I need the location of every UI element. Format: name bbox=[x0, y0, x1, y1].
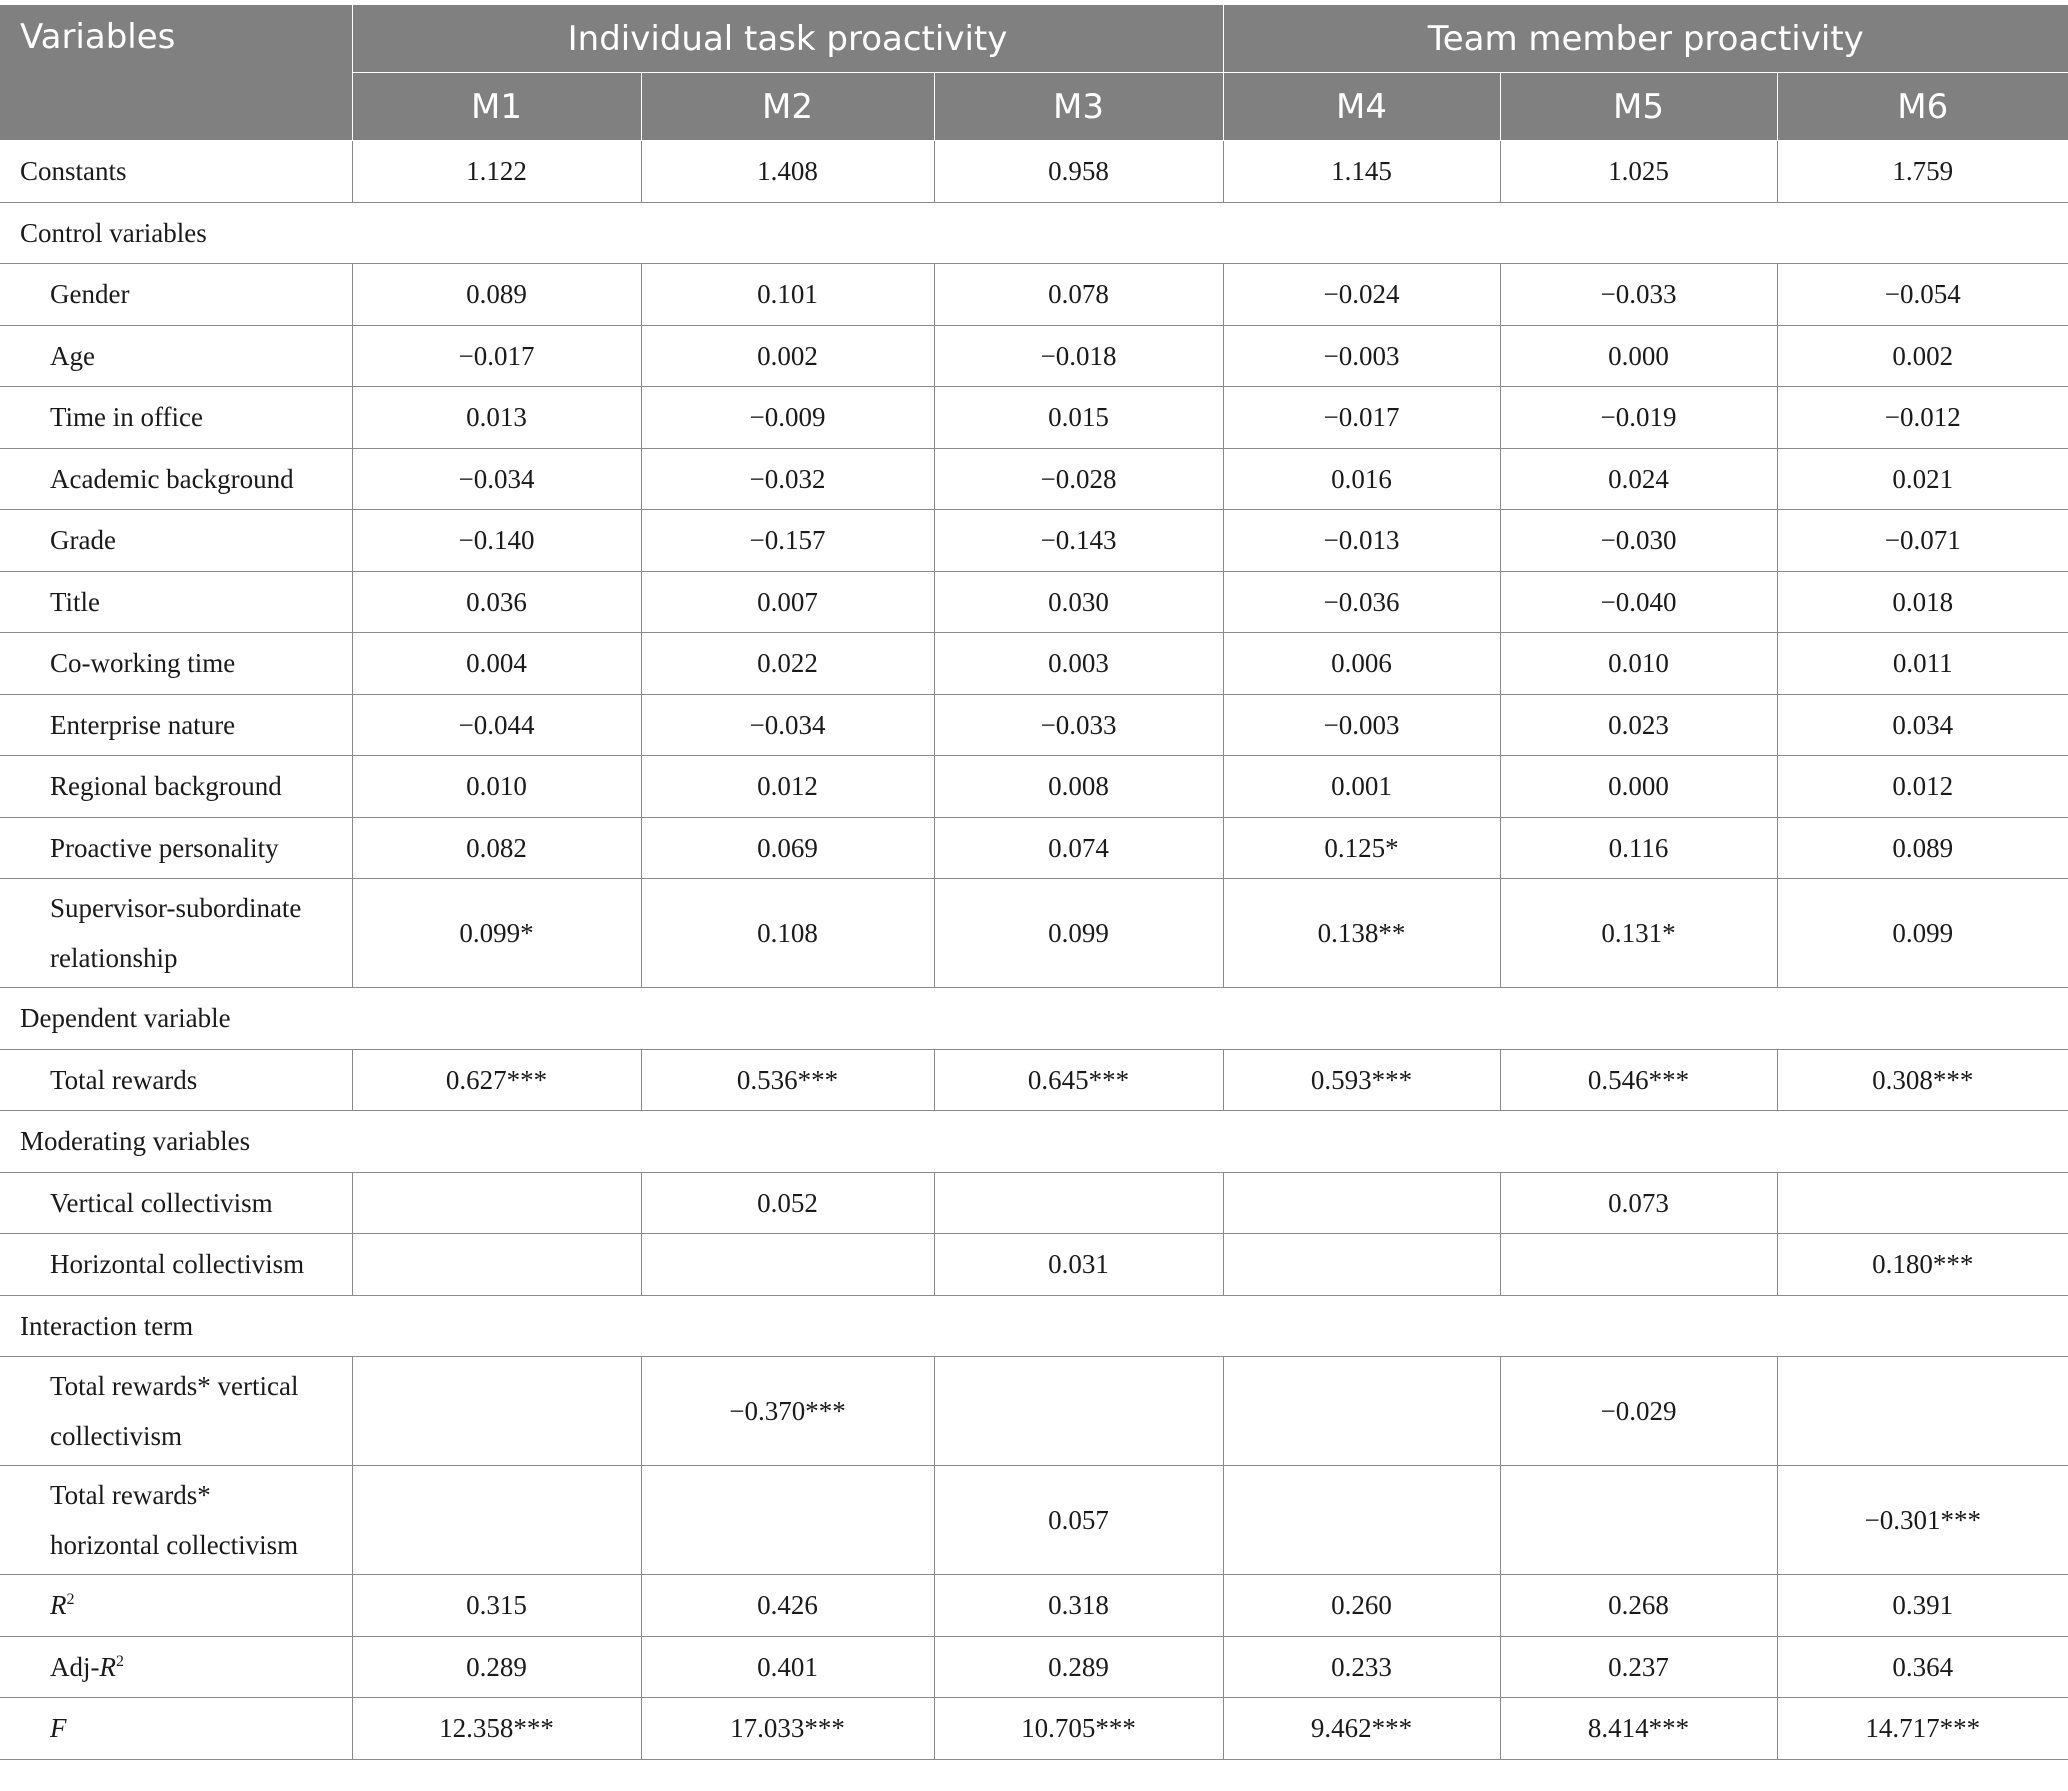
cell-m1: 0.010 bbox=[352, 756, 641, 818]
section-control-variables bbox=[0, 202, 2068, 264]
row-label bbox=[0, 1698, 352, 1760]
cell-m6: 0.099 bbox=[1777, 879, 2068, 988]
row-label-line2: relationship bbox=[50, 943, 178, 973]
cell-m2: 0.052 bbox=[641, 1172, 934, 1234]
cell-m3: 0.003 bbox=[934, 633, 1223, 695]
cell-m5: −0.030 bbox=[1500, 510, 1777, 572]
cell-m3: 0.645*** bbox=[934, 1049, 1223, 1111]
cell-m6: 14.717*** bbox=[1777, 1698, 2068, 1760]
cell-m4 bbox=[1223, 1466, 1500, 1575]
cell-m5: 0.116 bbox=[1500, 817, 1777, 879]
row-label bbox=[0, 1636, 352, 1698]
cell-m6: 0.364 bbox=[1777, 1636, 2068, 1698]
row-horizontal-collectivism bbox=[0, 1234, 2068, 1296]
row-regional-background bbox=[0, 756, 2068, 818]
cell-m5: −0.029 bbox=[1500, 1357, 1777, 1466]
cell-m3: −0.018 bbox=[934, 325, 1223, 387]
cell-m5: 1.025 bbox=[1500, 141, 1777, 203]
row-label: Gender bbox=[0, 264, 352, 326]
cell-m1: 0.089 bbox=[352, 264, 641, 326]
cell-m6 bbox=[1777, 1172, 2068, 1234]
row-label: Grade bbox=[0, 510, 352, 572]
table-body bbox=[0, 141, 2068, 1760]
cell-m4: 0.016 bbox=[1223, 448, 1500, 510]
row-enterprise-nature bbox=[0, 694, 2068, 756]
row-supervisor-subordinate-relationship bbox=[0, 879, 2068, 988]
cell-m2: 0.101 bbox=[641, 264, 934, 326]
cell-m2: 0.069 bbox=[641, 817, 934, 879]
cell-m5: 8.414*** bbox=[1500, 1698, 1777, 1760]
row-title bbox=[0, 571, 2068, 633]
cell-m2: −0.009 bbox=[641, 387, 934, 449]
section-label: Control variables bbox=[0, 202, 2068, 264]
row-constants bbox=[0, 141, 2068, 203]
row-total-rewards bbox=[0, 1049, 2068, 1111]
cell-m6: 0.180*** bbox=[1777, 1234, 2068, 1296]
cell-m6: 1.759 bbox=[1777, 141, 2068, 203]
cell-m1 bbox=[352, 1172, 641, 1234]
cell-m3: 0.057 bbox=[934, 1466, 1223, 1575]
cell-m1: 0.013 bbox=[352, 387, 641, 449]
cell-m2: 0.108 bbox=[641, 879, 934, 988]
cell-m4 bbox=[1223, 1357, 1500, 1466]
cell-m4: −0.003 bbox=[1223, 325, 1500, 387]
row-label-line1: Supervisor-subordinate bbox=[50, 893, 302, 923]
row-label: Regional background bbox=[0, 756, 352, 818]
row-label-line1: Total rewards* vertical bbox=[50, 1371, 299, 1401]
cell-m5: 0.010 bbox=[1500, 633, 1777, 695]
row-label: Title bbox=[0, 571, 352, 633]
cell-m2: 0.002 bbox=[641, 325, 934, 387]
header-row-groups bbox=[0, 5, 2068, 73]
adj-prefix: Adj- bbox=[50, 1651, 100, 1682]
cell-m6: −0.012 bbox=[1777, 387, 2068, 449]
row-label: Enterprise nature bbox=[0, 694, 352, 756]
row-label bbox=[0, 1575, 352, 1637]
row-label bbox=[0, 879, 352, 988]
row-label: Total rewards bbox=[0, 1049, 352, 1111]
cell-m1 bbox=[352, 1357, 641, 1466]
f-symbol: F bbox=[50, 1713, 67, 1744]
row-gender bbox=[0, 264, 2068, 326]
row-co-working-time bbox=[0, 633, 2068, 695]
cell-m1: 0.004 bbox=[352, 633, 641, 695]
cell-m5: 0.237 bbox=[1500, 1636, 1777, 1698]
cell-m4: 0.260 bbox=[1223, 1575, 1500, 1637]
section-label: Dependent variable bbox=[0, 988, 2068, 1050]
cell-m3: 0.318 bbox=[934, 1575, 1223, 1637]
cell-m1: 0.289 bbox=[352, 1636, 641, 1698]
row-time-in-office bbox=[0, 387, 2068, 449]
r-symbol: R bbox=[50, 1590, 67, 1621]
cell-m6: −0.301*** bbox=[1777, 1466, 2068, 1575]
cell-m3: 0.015 bbox=[934, 387, 1223, 449]
cell-m1: 0.082 bbox=[352, 817, 641, 879]
row-vertical-collectivism bbox=[0, 1172, 2068, 1234]
row-f-statistic bbox=[0, 1698, 2068, 1760]
model-header-m1: M1 bbox=[352, 73, 641, 141]
cell-m4: −0.036 bbox=[1223, 571, 1500, 633]
cell-m1: −0.034 bbox=[352, 448, 641, 510]
cell-m4: 0.125* bbox=[1223, 817, 1500, 879]
cell-m3: 0.078 bbox=[934, 264, 1223, 326]
cell-m3: 10.705*** bbox=[934, 1698, 1223, 1760]
cell-m6: 0.021 bbox=[1777, 448, 2068, 510]
cell-m5: −0.040 bbox=[1500, 571, 1777, 633]
cell-m2: −0.032 bbox=[641, 448, 934, 510]
cell-m1: 0.627*** bbox=[352, 1049, 641, 1111]
cell-m4 bbox=[1223, 1172, 1500, 1234]
cell-m3 bbox=[934, 1357, 1223, 1466]
row-label: Time in office bbox=[0, 387, 352, 449]
cell-m1: 0.315 bbox=[352, 1575, 641, 1637]
cell-m6: −0.071 bbox=[1777, 510, 2068, 572]
row-grade bbox=[0, 510, 2068, 572]
row-label: Co-working time bbox=[0, 633, 352, 695]
cell-m5: 0.000 bbox=[1500, 756, 1777, 818]
cell-m2: 0.426 bbox=[641, 1575, 934, 1637]
cell-m3: 0.031 bbox=[934, 1234, 1223, 1296]
cell-m5: 0.073 bbox=[1500, 1172, 1777, 1234]
cell-m1: −0.140 bbox=[352, 510, 641, 572]
cell-m3: −0.143 bbox=[934, 510, 1223, 572]
cell-m5 bbox=[1500, 1466, 1777, 1575]
cell-m2: 0.012 bbox=[641, 756, 934, 818]
row-label-line2: horizontal collectivism bbox=[50, 1530, 299, 1560]
cell-m1 bbox=[352, 1466, 641, 1575]
cell-m3: 0.289 bbox=[934, 1636, 1223, 1698]
cell-m4: −0.003 bbox=[1223, 694, 1500, 756]
cell-m2: 0.401 bbox=[641, 1636, 934, 1698]
cell-m6: 0.018 bbox=[1777, 571, 2068, 633]
row-age bbox=[0, 325, 2068, 387]
model-header-m3: M3 bbox=[934, 73, 1223, 141]
row-label-line1: Total rewards* bbox=[50, 1480, 211, 1510]
cell-m6 bbox=[1777, 1357, 2068, 1466]
row-label-line2: collectivism bbox=[50, 1421, 182, 1451]
section-label: Moderating variables bbox=[0, 1111, 2068, 1173]
cell-m1: 12.358*** bbox=[352, 1698, 641, 1760]
cell-m1 bbox=[352, 1234, 641, 1296]
cell-m2: 1.408 bbox=[641, 141, 934, 203]
cell-m4: 0.138** bbox=[1223, 879, 1500, 988]
cell-m1: −0.017 bbox=[352, 325, 641, 387]
model-header-m4: M4 bbox=[1223, 73, 1500, 141]
row-label bbox=[0, 1357, 352, 1466]
row-label: Vertical collectivism bbox=[0, 1172, 352, 1234]
cell-m4: 9.462*** bbox=[1223, 1698, 1500, 1760]
cell-m2: 17.033*** bbox=[641, 1698, 934, 1760]
table-header bbox=[0, 5, 2068, 141]
cell-m5: −0.033 bbox=[1500, 264, 1777, 326]
cell-m5: 0.268 bbox=[1500, 1575, 1777, 1637]
cell-m3: −0.033 bbox=[934, 694, 1223, 756]
row-adj-r-squared bbox=[0, 1636, 2068, 1698]
cell-m1: 0.099* bbox=[352, 879, 641, 988]
cell-m4: −0.024 bbox=[1223, 264, 1500, 326]
cell-m5: 0.024 bbox=[1500, 448, 1777, 510]
cell-m6: 0.012 bbox=[1777, 756, 2068, 818]
cell-m1: 1.122 bbox=[352, 141, 641, 203]
cell-m3: 0.099 bbox=[934, 879, 1223, 988]
cell-m6: 0.089 bbox=[1777, 817, 2068, 879]
section-moderating-variables bbox=[0, 1111, 2068, 1173]
r-symbol: R bbox=[99, 1651, 116, 1682]
row-label: Horizontal collectivism bbox=[0, 1234, 352, 1296]
row-total-rewards-horizontal-collectivism bbox=[0, 1466, 2068, 1575]
cell-m2: 0.007 bbox=[641, 571, 934, 633]
cell-m4: 1.145 bbox=[1223, 141, 1500, 203]
group-header-individual-task-proactivity: Individual task proactivity bbox=[352, 5, 1223, 73]
cell-m6: 0.391 bbox=[1777, 1575, 2068, 1637]
group-header-team-member-proactivity: Team member proactivity bbox=[1223, 5, 2068, 73]
cell-m4: 0.593*** bbox=[1223, 1049, 1500, 1111]
cell-m5: 0.000 bbox=[1500, 325, 1777, 387]
cell-m6: 0.002 bbox=[1777, 325, 2068, 387]
row-label: Academic background bbox=[0, 448, 352, 510]
cell-m3: 0.008 bbox=[934, 756, 1223, 818]
cell-m4 bbox=[1223, 1234, 1500, 1296]
cell-m3: 0.030 bbox=[934, 571, 1223, 633]
cell-m2: 0.536*** bbox=[641, 1049, 934, 1111]
cell-m2: −0.157 bbox=[641, 510, 934, 572]
cell-m1: 0.036 bbox=[352, 571, 641, 633]
cell-m1: −0.044 bbox=[352, 694, 641, 756]
model-header-m5: M5 bbox=[1500, 73, 1777, 141]
variables-header: Variables bbox=[0, 5, 352, 141]
cell-m4: 0.233 bbox=[1223, 1636, 1500, 1698]
cell-m2: 0.022 bbox=[641, 633, 934, 695]
section-dependent-variable bbox=[0, 988, 2068, 1050]
cell-m4: −0.013 bbox=[1223, 510, 1500, 572]
row-label: Age bbox=[0, 325, 352, 387]
cell-m2: −0.034 bbox=[641, 694, 934, 756]
row-total-rewards-vertical-collectivism bbox=[0, 1357, 2068, 1466]
section-interaction-term bbox=[0, 1295, 2068, 1357]
section-label: Interaction term bbox=[0, 1295, 2068, 1357]
cell-m5: −0.019 bbox=[1500, 387, 1777, 449]
cell-m6: 0.011 bbox=[1777, 633, 2068, 695]
cell-m6: −0.054 bbox=[1777, 264, 2068, 326]
cell-m5: 0.546*** bbox=[1500, 1049, 1777, 1111]
cell-m3: −0.028 bbox=[934, 448, 1223, 510]
row-label: Constants bbox=[0, 141, 352, 203]
cell-m5 bbox=[1500, 1234, 1777, 1296]
cell-m6: 0.034 bbox=[1777, 694, 2068, 756]
row-academic-background bbox=[0, 448, 2068, 510]
model-header-m6: M6 bbox=[1777, 73, 2068, 141]
row-label: Proactive personality bbox=[0, 817, 352, 879]
row-r-squared bbox=[0, 1575, 2068, 1637]
row-label bbox=[0, 1466, 352, 1575]
cell-m2 bbox=[641, 1466, 934, 1575]
cell-m3: 0.958 bbox=[934, 141, 1223, 203]
cell-m6: 0.308*** bbox=[1777, 1049, 2068, 1111]
cell-m4: −0.017 bbox=[1223, 387, 1500, 449]
cell-m3: 0.074 bbox=[934, 817, 1223, 879]
cell-m4: 0.006 bbox=[1223, 633, 1500, 695]
cell-m2: −0.370*** bbox=[641, 1357, 934, 1466]
cell-m4: 0.001 bbox=[1223, 756, 1500, 818]
cell-m3 bbox=[934, 1172, 1223, 1234]
superscript: 2 bbox=[116, 1652, 124, 1670]
model-header-m2: M2 bbox=[641, 73, 934, 141]
cell-m5: 0.023 bbox=[1500, 694, 1777, 756]
superscript: 2 bbox=[66, 1591, 75, 1609]
cell-m5: 0.131* bbox=[1500, 879, 1777, 988]
cell-m2 bbox=[641, 1234, 934, 1296]
regression-results-table bbox=[0, 5, 2068, 1760]
row-proactive-personality bbox=[0, 817, 2068, 879]
